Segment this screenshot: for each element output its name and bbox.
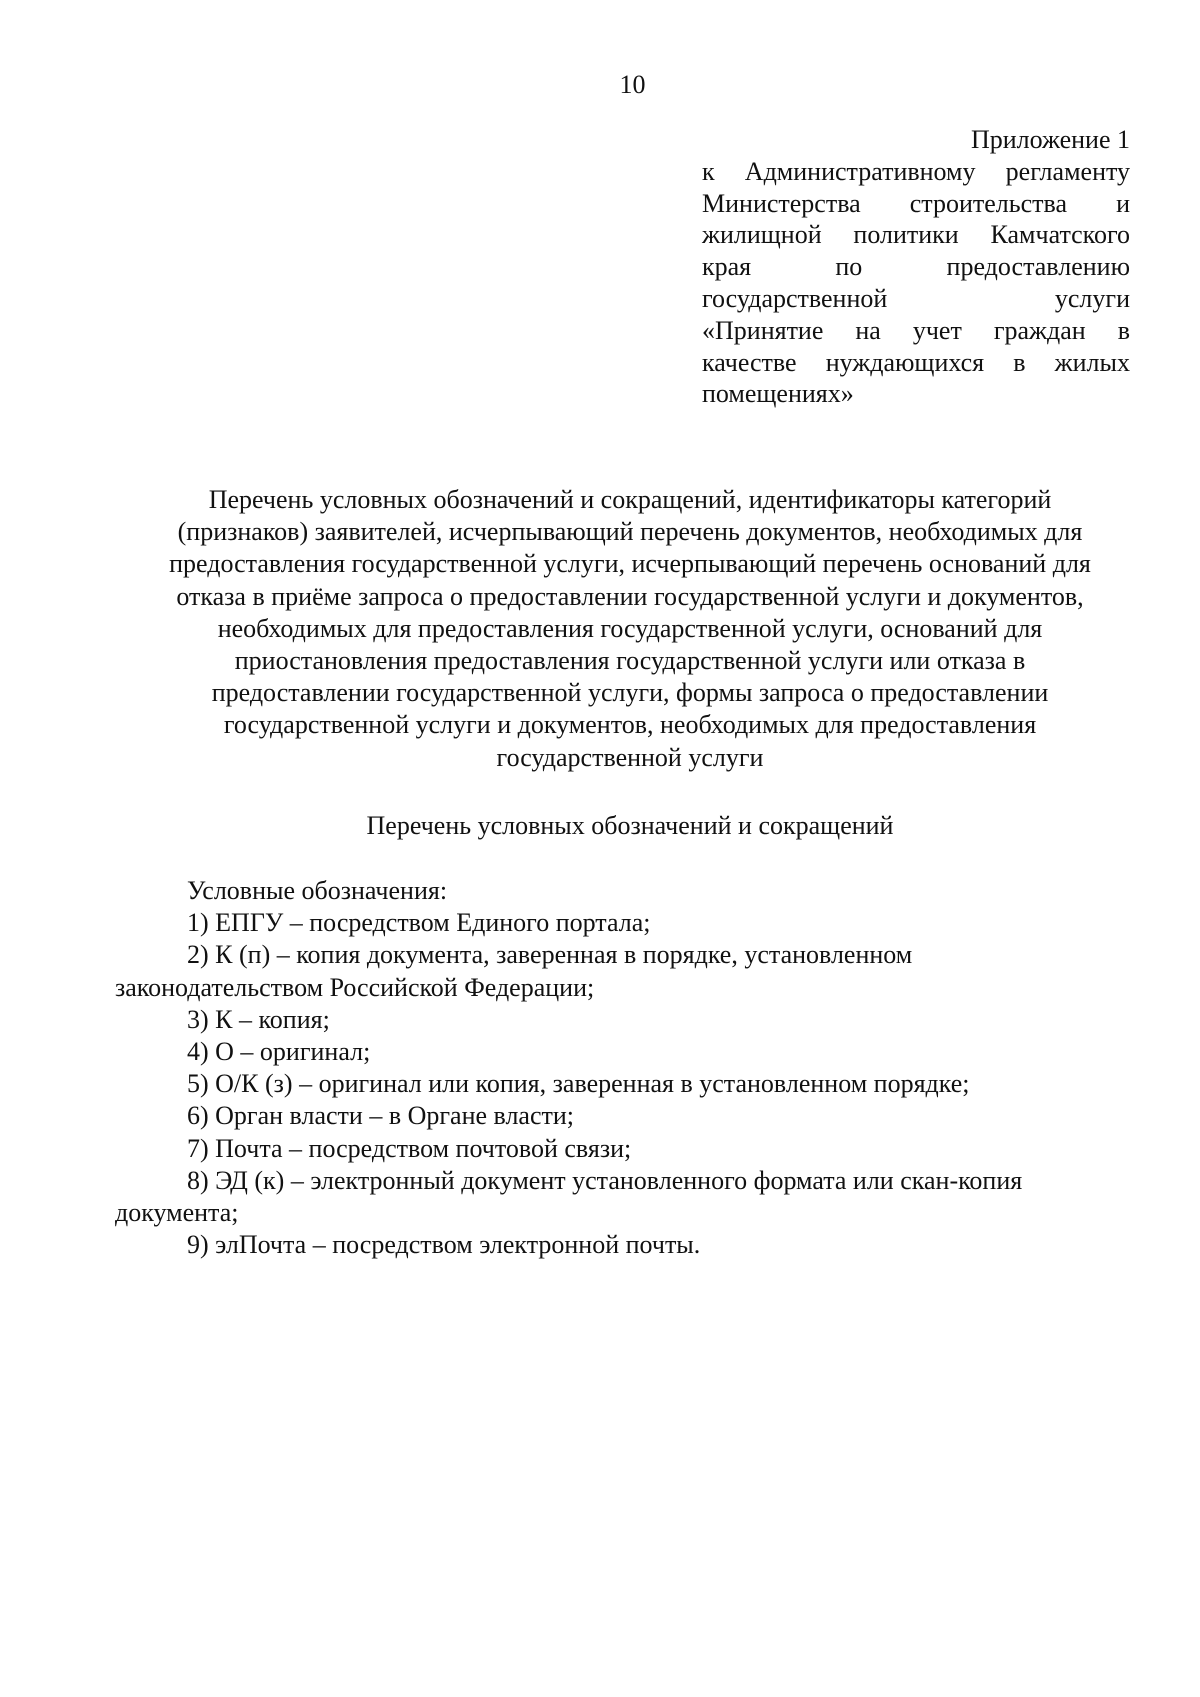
main-title-line: предоставления государственной услуги, исчерпывающий перечень оснований для [169,549,1091,579]
main-title-line: приостановления предоставления государственной услуги или отказа в [234,646,1026,676]
appendix-line: качестве нуждающихся в жилых [702,347,1130,377]
appendix-line: «Принятие на учет граждан в [702,315,1130,345]
legend-item: 7) Почта – посредством почтовой связи; [187,1133,632,1163]
main-title-line: Перечень условных обозначений и сокращений, идентификаторы категорий [208,485,1052,514]
legend-item: 6) Орган власти – в Органе власти; [187,1101,575,1131]
main-title-line: государственной услуги и документов, необходимых для предоставления [223,710,1037,740]
legend-item: 5) О/К (з) – оригинал или копия, заверенная в установленном порядке; [187,1069,970,1099]
main-title-line: государственной услуги [496,742,764,772]
legend-item-continuation: документа; [115,1198,239,1228]
legend-item: 8) ЭД (к) – электронный документ установленного формата или скан-копия [187,1165,1023,1195]
legend-list [115,875,1135,1261]
page-number: 10 [619,70,646,99]
legend-item: 1) ЕПГУ – посредством Единого портала; [187,908,651,938]
appendix-description [702,156,1130,410]
appendix-line: жилищной политики Камчатского [702,220,1130,250]
legend-item: 2) К (п) – копия документа, заверенная в порядке, установленном [187,940,913,970]
appendix-line: к Административному регламенту [702,156,1130,186]
main-title-line: предоставлении государственной услуги, формы запроса о предоставлении [211,678,1049,708]
appendix-line: края по предоставлению [702,252,1130,282]
legend-item: 9) элПочта – посредством электронной почты. [187,1230,701,1260]
main-title-line: необходимых для предоставления государственной услуги, оснований для [217,613,1043,643]
appendix-line: помещениях» [702,379,854,409]
legend-item: 3) К – копия; [187,1004,330,1034]
main-title-line: (признаков) заявителей, исчерпывающий перечень документов, необходимых для [177,517,1083,547]
main-title [110,484,1150,774]
legend-item-continuation: законодательством Российской Федерации; [115,972,595,1002]
appendix-line: Министерства строительства и [702,188,1130,218]
legend-item: 4) О – оригинал; [187,1037,371,1067]
appendix-title: Приложение 1 [970,125,1130,154]
legend-heading: Условные обозначения: [187,876,448,905]
section-title: Перечень условных обозначений и сокращений [366,811,894,840]
appendix-line: государственной услуги [702,283,1130,313]
appendix-header [702,124,1130,410]
main-title-line: отказа в приёме запроса о предоставлении государственной услуги и документов, [176,581,1084,611]
